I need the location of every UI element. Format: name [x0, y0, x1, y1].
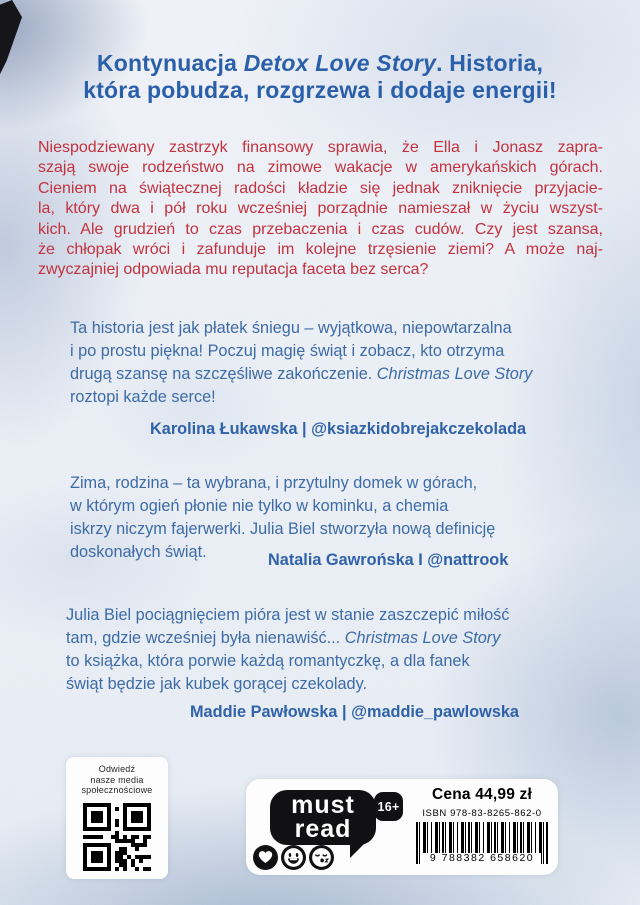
text-line: roztopi każde serce!: [70, 388, 216, 406]
text-line: która pobudza, rozgrzewa i dodaje energii!: [83, 77, 557, 103]
barcode-digits: 9 788382 658620: [423, 853, 541, 864]
text-line: kich. Ale grudzień to czas przebaczenia i czas cudów. Czy jest szansa,: [38, 220, 603, 238]
qr-code: [83, 803, 151, 871]
text-line: tam, gdzie wcześniej była nienawiść... Christmas Love Story: [66, 629, 501, 647]
review-attribution-2: Natalia Gawrońska I @nattrook: [268, 551, 509, 569]
text-line: la, który dwa i pół roku wcześniej porządnie namieszał w życiu wszyst-: [38, 200, 603, 218]
text-line: Zima, rodzina – ta wybrana, i przytulny domek w górach,: [70, 474, 478, 492]
qr-finder-pattern: [83, 843, 111, 871]
text-line: doskonałych świąt.: [70, 543, 207, 561]
text-line: Julia Biel pociągnięciem pióra jest w stanie zaszczepić miłość: [66, 606, 510, 624]
synopsis-paragraph: [38, 138, 603, 281]
text-line: świąt będzie jak kubek gorącej czekolady.: [66, 675, 368, 693]
publisher-brand-panel: [246, 779, 558, 875]
text-line: w którym ogień płonie nie tylko w kominku, a chemia: [70, 497, 449, 515]
qr-finder-pattern: [123, 803, 151, 831]
text-line: społecznościowe: [81, 785, 153, 795]
price-column: [414, 786, 550, 864]
text-line: i po prostu piękna! Poczuj magię świąt i zobacz, kto otrzyma: [70, 342, 505, 360]
text-line: nasze media: [90, 774, 144, 785]
grin-emoji-icon: [281, 845, 306, 870]
text-line: Ta historia jest jak płatek śniegu – wyjątkowa, niepowtarzalna: [70, 319, 512, 337]
age-rating-badge: 16+: [374, 792, 403, 821]
qr-finder-pattern: [83, 803, 111, 831]
text-line: że chłopak wróci i zafunduje im kolejne trzęsienie ziemi? A może naj-: [38, 241, 603, 259]
mustread-logo-bubble: [270, 790, 376, 845]
social-media-qr-panel: [66, 757, 168, 879]
text-line: Kontynuacja Detox Love Story. Historia,: [96, 50, 544, 76]
text-line: Cieniem na świątecznej radości kładzie się jednak zniknięcie przyjacie-: [38, 179, 603, 197]
review-attribution-3: Maddie Pawłowska | @maddie_pawlowska: [190, 703, 519, 721]
text-line: to książka, która porwie każdą romantyczkę, a dla fanek: [66, 652, 470, 670]
mustread-word-1: must: [291, 791, 355, 819]
mustread-word-2: read: [294, 815, 352, 843]
review-quote-1: [70, 317, 532, 409]
text-line: drugą szansę na szczęśliwe zakończenie. Christmas Love Story: [70, 365, 533, 383]
text-line: Odwiedź: [98, 764, 136, 774]
sleepy-emoji-icon: [309, 845, 334, 870]
text-line: zwyczajniej odpowiada mu reputacja faceta bez serca?: [38, 261, 429, 279]
barcode: [416, 822, 548, 864]
price-text: Cena 44,99 zł: [432, 786, 532, 803]
review-attribution-1: Karolina Łukawska | @ksiazkidobrejakczekolada: [150, 420, 527, 438]
qr-caption: [66, 764, 168, 796]
text-line: szają swoje rodzeństwo na zimowe wakacje w amerykańskich górach.: [38, 159, 603, 177]
headline: [0, 50, 640, 104]
review-quote-3: [66, 604, 509, 696]
isbn-text: ISBN 978-83-8265-862-0: [422, 808, 542, 819]
text-line: iskrzy niczym fajerwerki. Julia Biel stworzyła nową definicję: [70, 520, 496, 538]
text-line: Niespodziewany zastrzyk finansowy sprawia, że Ella i Jonasz zapra-: [38, 139, 603, 156]
logo-emoji-row: [253, 845, 334, 870]
heart-icon: [253, 845, 278, 870]
